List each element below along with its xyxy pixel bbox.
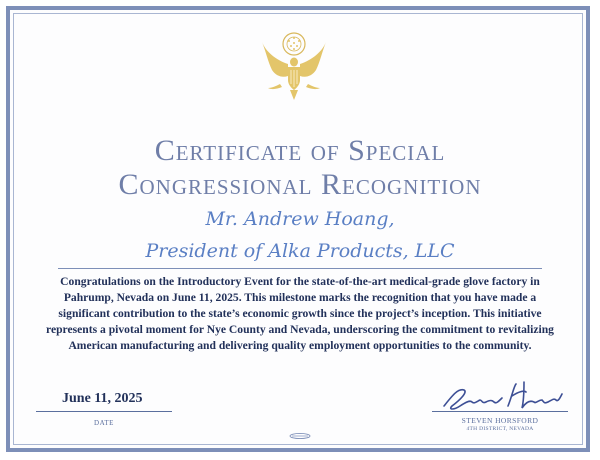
date-value: June 11, 2025 [62,391,143,406]
signer-district: 4TH DISTRICT, NEVADA [466,426,534,432]
date-signature-line [36,411,172,412]
ornament-icon [288,432,312,440]
certificate-title-line-1: Certificate of Special [154,134,446,167]
signer-name: STEVEN HORSFORD [461,416,539,425]
handwritten-signature [438,376,568,416]
certificate-title-line-2: Congressional Recognition [118,168,482,201]
certificate-body-text: Congratulations on the Introductory Event for the state-of-the-art medical-grade glove factory in Pahrump, Nevada on June 11, 2025. This milestone marks the recognition that you have made a significant contribution to the state’s economic growth since the project’s inception. This initiative represents a pivotal moment for Nye County and Nevada, underscoring the commitment to revitalizing American manufacturing and delivering quality employment opportunities to the community. [46,275,554,352]
recipient-title: President of Alka Products, LLC [145,240,455,262]
signature-line [432,411,568,412]
eagle-seal-icon [258,30,330,108]
date-label: DATE [94,419,114,427]
recipient-name: Mr. Andrew Hoang, [205,208,395,230]
recipient-underline [58,268,542,269]
